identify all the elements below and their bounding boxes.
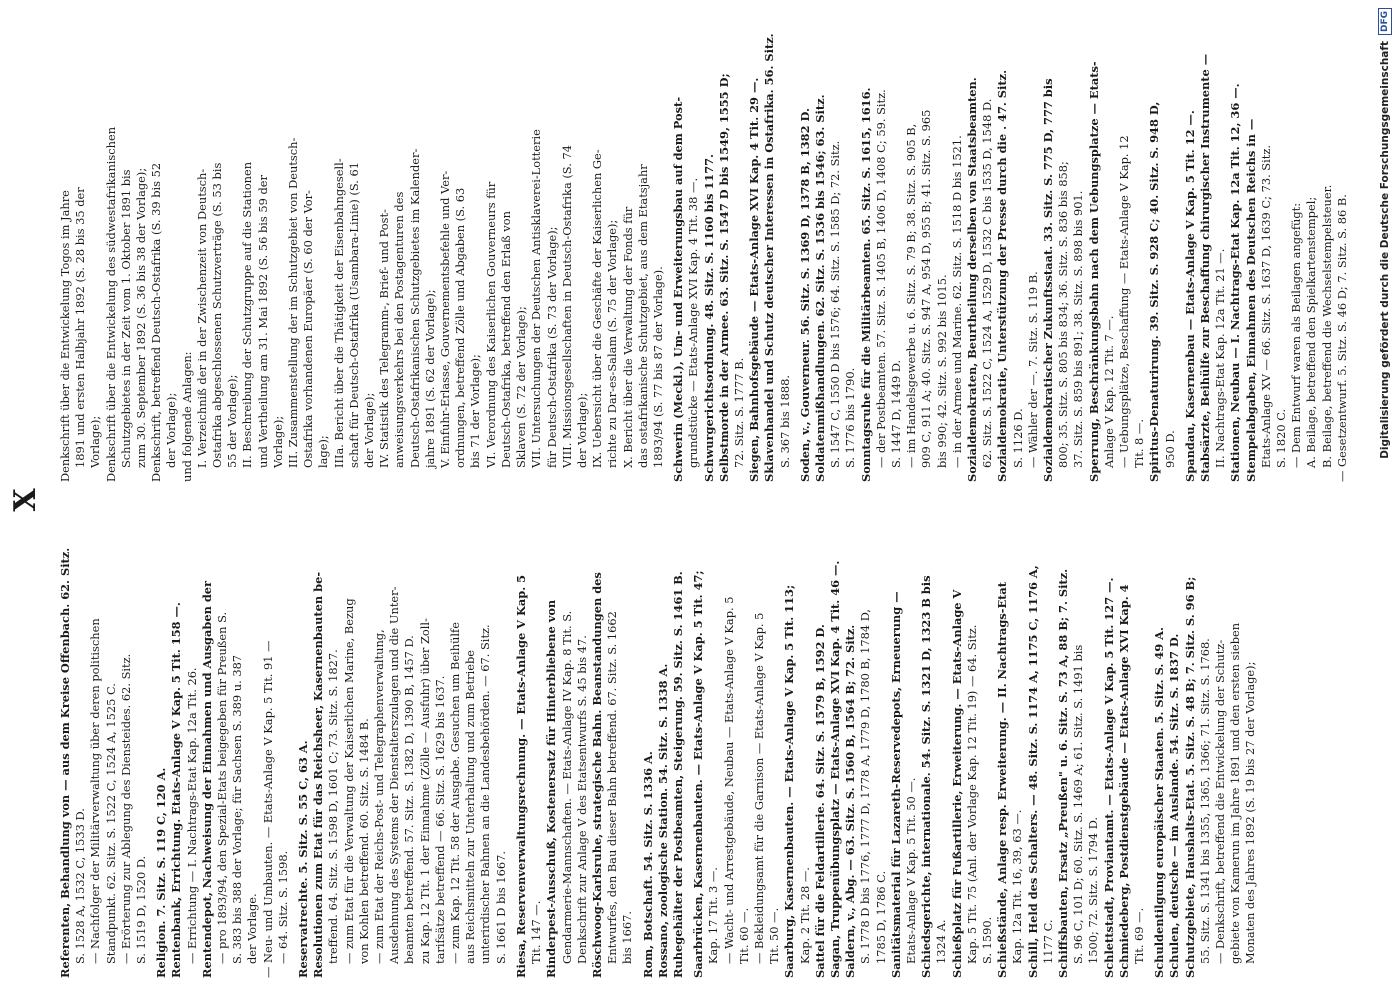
- index-entry-line: — Bekleidungsamt für die Garnison — Etats-Anlage V Kap. 5: [751, 612, 766, 964]
- index-entry-line: S. 1126 D.: [1010, 408, 1025, 468]
- index-entry-line: Ruhegehälter der Postbeamten, Steigerung. 59. Sitz. S. 1461 B.: [670, 571, 685, 978]
- index-entry-line: — Uebungsplätze, Beschaffung — Etats-Anlage V Kap. 12: [1117, 135, 1132, 468]
- index-entry-line: Schwerin (Meckl.), Um- und Erweiterungsbau auf dem Post-: [671, 96, 686, 482]
- index-entry-line: Etats-Anlage V Kap. 5 Tit. 50 —.: [903, 777, 918, 964]
- index-entry-line: — Gesetzentwurf. 5. Sitz. S. 46 D; 7. Sitz. S. 86 B.: [1334, 194, 1349, 482]
- index-entry-line: — Neu- und Umbauten. — Etats-Anlage V Kap. 5 Tit. 91 —: [260, 640, 275, 978]
- index-entry-line: Sanitätsmaterial für Lazareth-Reservedepots, Erneuerung —: [888, 591, 903, 978]
- index-entry-line: Schlettstadt, Proviantamt. — Etats-Anlage V Kap. 5 Tit. 127 —.: [1101, 577, 1116, 978]
- index-entry-line: 55. Sitz. S. 1341 bis 1355, 1365, 1366; 71. Sitz. S. 1768.: [1197, 638, 1212, 964]
- index-entry-line: Stempelabgaben, Einnahmen des Deutschen Reichs in —: [1243, 118, 1258, 482]
- index-entry-line: I. Verzeichniß der in der Zwischenzeit von Deutsch-: [194, 168, 209, 468]
- index-entry-line: 1324 A.: [934, 919, 949, 964]
- index-entry-line: richte zu Dar-es-Salam (S. 75 der Vorlage);: [605, 219, 620, 468]
- index-entry-line: lage);: [316, 435, 331, 468]
- index-entry-line: bis 71 der Vorlage);: [468, 354, 483, 468]
- index-entry-line: Sagan, Truppenübungsplatz — Etats-Anlage XVI Kap. 4 Tit. 46 —.: [827, 560, 842, 978]
- index-entry-line: Kap. 12a Tit. 16, 39, 63 —.: [1010, 809, 1025, 964]
- index-entry-line: das ostafrikanische Schutzgebiet, aus dem Etatsjahr: [635, 164, 650, 468]
- index-entry-line: Vorlage);: [270, 415, 285, 468]
- index-entry-line: Sozialdemokratischer Zukunftsstaat. 33. Sitz. S. 775 D, 777 bis: [1041, 78, 1055, 482]
- index-entry-line: der Vorlage);: [362, 392, 377, 468]
- index-entry-line: von Kohlen betreffend. 60. Sitz. S. 1484 B.: [356, 718, 371, 964]
- index-entry-line: A. Beilage, betreffend den Spielkartenstempel;: [1304, 196, 1319, 468]
- index-entry-line: Sozialdemokratie, Unterstützung der Presse durch die . 47. Sitz.: [995, 69, 1010, 482]
- index-entry-line: zum 30. September 1892 (S. 36 bis 38 der Vorlage);: [134, 167, 149, 468]
- index-entry-line: Denkschrift über die Entwickelung des südwestafrikanischen: [103, 126, 118, 482]
- index-entry-line: Rentendepot, Nachweisung der Einnahmen und Ausgaben der: [199, 580, 214, 978]
- index-entry-line: Tit. 60 —.: [736, 907, 751, 964]
- index-entry-line: Rinderpest-Ausschuß, Kostenersatz für Hinterbliebene von: [544, 599, 559, 978]
- index-entry-line: 1891 und ersten Halbjahr 1892 (S. 28 bis 35 der: [73, 187, 88, 468]
- index-entry-line: S. 1778 D bis 1776, 1777 D, 1778 A, 1779 D, 1780 B, 1784 D,: [858, 608, 873, 964]
- index-entry-line: — der Postbeamten. 57. Sitz. S. 1405 B, 1406 D, 1408 C; 59. Sitz.: [873, 89, 888, 468]
- index-entry-line: — im Handelsgewerbe u. 6. Sitz. S. 79 B; 38. Sitz. S. 905 B,: [904, 123, 919, 468]
- index-entry-line: Sattel für die Feldartillerie. 64. Sitz. S. 1579 B, 1592 D.: [812, 624, 827, 978]
- index-entry-line: tarifsätze betreffend — 66. Sitz. S. 1629 bis 1637.: [432, 675, 447, 964]
- index-entry-line: S. 383 bis 388 der Vorlage; für Sachsen S. 389 u. 387: [230, 654, 245, 964]
- digitization-stamp: [1375, 0, 1395, 1000]
- index-entry-line: Spandau, Kasernenbau — Etats-Anlage V Kap. 5 Tit. 12 —.: [1182, 110, 1197, 482]
- index-column-right: [58, 17, 1349, 482]
- index-entry-line: 950 D.: [1162, 430, 1177, 468]
- index-entry-line: Sklaven (S. 72 der Vorlage);: [514, 306, 529, 468]
- index-entry-line: Monaten des Jahres 1892 (S. 19 bis 27 der Vorlage);: [1243, 661, 1258, 964]
- index-entry-line: Schulen, deutsche — im Auslande. 54. Sitz. S. 1837 D.: [1167, 633, 1182, 978]
- index-entry-line: Sozialdemokraten, Beurtheilung derselben von Staatsbeamten.: [964, 77, 979, 482]
- index-entry-line: Sklavenhandel und Schutz deutscher Interessen in Ostafrika. 56. Sitz.: [762, 33, 777, 482]
- index-entry-line: Rom, Botschaft. 54. Sitz. S. 1336 A.: [640, 751, 655, 978]
- index-entry-line: Schuldentilgung europäischer Staaten. 5. Sitz. S. 49 A.: [1152, 627, 1167, 978]
- index-entry-line: Saarbrücken, Kasernenbauten. — Etats-Anlage V Kap. 5 Tit. 47;: [691, 570, 706, 978]
- index-entry-line: unterirdischer Bahnen an die Landesbehörden. — 67. Sitz.: [478, 624, 493, 964]
- index-entry-line: Siegen, Bahnhofsgebäude — Etats-Anlage XVI Kap. 4 Tit. 29 —.: [747, 77, 762, 482]
- index-entry-line: — Wähler der —. 7. Sitz. S. 119 B.: [1025, 271, 1040, 468]
- index-entry-line: Saldern, v., Abg. — 63. Sitz. S. 1560 B, 1564 B; 72. Sitz.: [843, 624, 858, 978]
- index-entry-line: VII. Untersuchungen der Deutschen Antisklaverei-Lotterie: [529, 129, 544, 468]
- index-entry-line: Resolutionen zum Etat für das Reichsheer, Kasernenbauten be-: [311, 571, 326, 978]
- index-entry-line: Religion. 7. Sitz. S. 119 C, 120 A.: [154, 767, 169, 978]
- index-entry-line: Saarburg, Kasernenbauten. — Etats-Anlage V Kap. 5 Tit. 113;: [782, 584, 797, 978]
- index-entry-line: jahre 1891 (S. 62 der Vorlage);: [422, 289, 437, 468]
- index-entry-line: aus Reichsmitteln zur Unterhaltung und zum Betriebe: [463, 650, 478, 964]
- index-entry-line: ordnungen, betreffend Zölle und Abgaben (S. 63: [453, 187, 468, 468]
- index-entry-line: 72. Sitz. S. 1777 B.: [731, 357, 746, 468]
- index-entry-line: Referenten, Behandlung von — aus dem Kreise Offenbach. 62. Sitz.: [58, 547, 72, 978]
- index-entry-line: IX. Uebersicht über die Geschäfte der Kaiserlichen Ge-: [590, 149, 605, 468]
- index-entry-line: zu Kap. 12 Tit. 1 der Einnahme (Zölle — Ausfuhr) über Zoll-: [417, 618, 432, 964]
- index-entry-line: 1500; 72. Sitz. S. 1794 D.: [1086, 816, 1101, 964]
- index-entry-line: und folgende Anlagen:: [179, 351, 194, 482]
- index-entry-line: grundstücke — Etats-Anlage XVI Kap. 4 Tit. 38 —.: [686, 177, 701, 468]
- index-entry-line: IIIa. Bericht über die Thätigkeit der Eisenbahngesell-: [331, 158, 346, 468]
- index-entry-line: für Deutsch-Ostafrika (S. 73 der Vorlage);: [544, 226, 559, 468]
- index-entry-line: VI. Verordnung des Kaiserlichen Gouverneurs für: [483, 181, 498, 468]
- index-column-left: [58, 513, 1323, 978]
- index-entry-line: X. Bericht über die Verwaltung der Fonds für: [620, 206, 635, 468]
- index-entry-line: Schiedsgerichte, internationale. 54. Sitz. S. 1321 D, 1323 B bis: [919, 575, 934, 978]
- index-entry-line: Tit. 50 —.: [767, 907, 782, 964]
- index-entry-line: treffend. 64. Sitz. S. 1598 D, 1601 C; 73. Sitz. S. 1827.: [326, 649, 341, 964]
- index-entry-line: Schill, Held des Schalters. — 48. Sitz. S. 1174 A, 1175 C, 1176 A,: [1025, 565, 1040, 978]
- index-entry-line: bis 1667.: [620, 910, 635, 964]
- index-entry-line: Schießstände, Anlage resp. Erweiterung. — II. Nachtrags-Etat: [995, 581, 1010, 978]
- index-entry-line: Stabsärzte, Beihülfe zur Beschaffung chirurgischer Instrumente —: [1198, 53, 1213, 482]
- index-entry-line: 1785 D, 1786 C.: [873, 870, 888, 964]
- index-entry-line: S. 1820 C.: [1274, 408, 1289, 468]
- index-entry-line: Stationen, Neubau — I. Nachtrags-Etat Kap. 12a Tit. 12, 36 —.: [1228, 83, 1243, 482]
- index-entry-line: Anlage V Kap. 12 Tit. 7 —.: [1101, 315, 1116, 468]
- index-entry-line: Etats-Anlage XV — 66. Sitz. S. 1637 D, 1639 C; 73. Sitz.: [1258, 145, 1273, 468]
- index-entry-line: S. 1547 C, 1550 D bis 1576; 64. Sitz. S. 1585 D; 72. Sitz.: [828, 140, 843, 468]
- index-entry-line: Rentenbank, Errichtung. Etats-Anlage V Kap. 5 Tit. 158 —.: [169, 602, 184, 978]
- index-entry-line: Kap. 17 Tit. 3 —.: [706, 867, 721, 964]
- index-entry-line: Deutsch-Ostafrika, betreffend den Erlaß von: [498, 211, 513, 468]
- index-entry-line: — pro 1893/94, den Spezial-Etats beigegeben für Preußen S.: [215, 611, 230, 964]
- index-entry-line: der Vorlage);: [164, 392, 179, 468]
- index-entry-line: Denkschrift über die Entwickelung Togos im Jahre: [58, 190, 72, 482]
- index-entry-line: — Errichtung — I. Nachtrags-Etat Kap. 12a Tit. 26.: [184, 667, 199, 964]
- index-entry-line: Riesa, Reservenverwaltungsrechnung. — Etats-Anlage V Kap. 5: [513, 574, 528, 978]
- index-entry-line: S. 1590.: [979, 916, 994, 964]
- index-entry-line: Spiritus-Denaturirung. 39. Sitz. S. 928 C; 40. Sitz. S. 948 D,: [1147, 101, 1162, 482]
- index-entry-line: S. 367 bis 1888.: [777, 374, 792, 468]
- index-entry-line: Sonntagsruhe für die Militärbeamten. 65. Sitz. S. 1615, 1616.: [858, 87, 873, 482]
- index-entry-line: Ostafrika abgeschlossenen Schutzverträge (S. 53 bis: [210, 162, 225, 468]
- index-entry-line: 37. Sitz. S. 859 bis 891; 38. Sitz. S. 898 bis 901.: [1071, 190, 1086, 468]
- index-entry-line: IV. Statistik des Telegramm-, Brief- und Post-: [377, 209, 392, 468]
- index-entry-line: Soldatenmißhandlungen. 62. Sitz. S. 1536 bis 1546; 63. Sitz.: [812, 94, 827, 482]
- index-entry-line: — Erörterung zur Ablegung des Diensteides. 62. Sitz.: [118, 653, 133, 964]
- index-entry-line: Deutsch-Ostafrikanischen Schutzgebietes im Kalender-: [407, 148, 422, 468]
- index-entry-line: Entwurfes, den Bau dieser Bahn betreffend. 67. Sitz. S. 1662: [605, 611, 620, 964]
- index-entry-line: der Vorlage);: [574, 392, 589, 468]
- index-entry-line: 1177 C.: [1040, 919, 1055, 964]
- index-entry-line: Reservatrechte. 5. Sitz. S. 55 C, 63 A.: [296, 740, 311, 978]
- index-entry-line: Denkschrift, betreffend Deutsch-Ostafrika (S. 39 bis 52: [149, 162, 164, 482]
- index-entry-line: Denkschrift zur Anlage V des Etatsentwurfs S. 45 bis 47.: [574, 635, 589, 964]
- index-entry-line: V. Einfuhr-Erlasse, Gouvernementsbefehle und Ver-: [438, 170, 453, 468]
- index-entry-line: III. Zusammenstellung der im Schutzgebiet von Deutsch-: [286, 137, 301, 468]
- index-entry-line: Röschwoog-Karlsruhe, strategische Bahn. Beanstandungen des: [589, 572, 604, 978]
- index-entry-line: Vorlage);: [88, 415, 103, 468]
- index-entry-line: Sperrung, Beschränkungsbahn nach dem Uebungsplatze — Etats-: [1086, 61, 1101, 482]
- index-entry-line: S. 96 C, 101 D; 60. Sitz. S. 1469 A; 61. Sitz. S. 1491 bis: [1071, 644, 1086, 964]
- index-entry-line: Tit. 69 —.: [1132, 907, 1147, 964]
- digitization-credit: Digitalisierung gefördert durch die Deutsche Forschungsgemeinschaft: [1379, 41, 1391, 459]
- index-entry-line: II. Nachtrags-Etat Kap. 12a Tit. 21 —.: [1213, 248, 1228, 468]
- index-entry-line: Schmiedeberg, Postdienstgebäude — Etats-Anlage XVI Kap. 4: [1116, 584, 1131, 978]
- index-entry-line: S. 1661 D bis 1667.: [493, 850, 508, 964]
- index-entry-line: 909 C, 911 A; 40. Sitz. S. 947 A, 954 D, 955 B; 41. Sitz. S. 965: [919, 109, 934, 468]
- index-entry-line: VIII. Missionsgesellschaften in Deutsch-Ostafrika (S. 74: [559, 145, 574, 468]
- index-entry-line: Ausdehnung des Systems der Dienstalterszulagen und die Unter-: [387, 586, 402, 964]
- index-entry-line: Tit. 147 —.: [529, 900, 544, 964]
- index-entry-line: Kap. 2 Tit. 28 —.: [797, 867, 812, 964]
- index-entry-line: — Denkschrift, betreffend die Entwickelung der Schutz-: [1213, 639, 1228, 964]
- index-entry-line: — Wacht- und Arrestgebäude, Neubau — Etats-Anlage V Kap. 5: [721, 596, 736, 964]
- index-entry-line: Rossano, zoologische Station. 54. Sitz. S. 1338 A.: [655, 663, 670, 978]
- index-entry-line: Schießplatz für Fußartillerie, Erweiterung. — Etats-Anlage V: [949, 589, 964, 978]
- index-entry-line: Schutzgebiete, Haushalts-Etat. 5. Sitz. S. 48 B; 7. Sitz. S. 96 B;: [1182, 576, 1197, 978]
- index-entry-line: — zum Etat der Reichs-Post- und Telegraphenverwaltung,: [372, 629, 387, 964]
- index-entry-line: Kap. 5 Tit. 75 (Anl. der Vorlage Kap. 12 Tit. 19) — 64. Sitz.: [964, 624, 979, 964]
- index-entry-line: S. 1528 A, 1532 C, 1533 D.: [73, 808, 88, 964]
- index-entry-line: 1893/94 (S. 77 bis 87 der Vorlage).: [650, 266, 665, 468]
- index-entry-line: anweisungsverkehrs bei den Postagenturen des: [392, 191, 407, 468]
- index-entry-line: beamten betreffend. 57. Sitz. S. 1382 D, 1390 B, 1457 D.: [402, 635, 417, 964]
- index-entry-line: 62. Sitz. S. 1522 C, 1524 A, 1529 D, 1532 C bis 1535 D, 1548 D.: [980, 98, 995, 468]
- index-entry-line: und Vertheilung am 31. Mai 1892 (S. 56 bis 59 der: [255, 175, 270, 468]
- index-entry-line: — Nachfolger der Militärverwaltung über deren politischen: [88, 618, 103, 964]
- index-entry-line: bis 990; 42. Sitz. S. 992 bis 1015.: [934, 274, 949, 468]
- index-entry-line: Gendarmerie-Mannschaften. — Etats-Anlage IV Kap. 8 Tit. S.: [559, 610, 574, 964]
- index-entry-line: — 64. Sitz. S. 1598.: [275, 850, 290, 964]
- index-entry-line: Schwurgerichtsordnung. 48. Sitz. S. 1160 bis 1177.: [701, 153, 716, 482]
- index-entry-line: Schiffsbauten, Ersatz „Preußen" u. 6. Sitz. S. 73 A, 88 B; 7. Sitz.: [1056, 568, 1070, 978]
- index-entry-line: Selbstmorde in der Armee. 63. Sitz. S. 1547 D bis 1549, 1555 D;: [716, 73, 731, 482]
- index-entry-line: S. 1776 bis 1790.: [843, 367, 858, 468]
- index-entry-line: — zum Etat für die Verwaltung der Kaiserlichen Marine, Bezug: [341, 598, 356, 964]
- index-entry-line: Tit. 8 —.: [1132, 419, 1147, 468]
- index-entry-line: Ostafrika vorhandenen Europäer (S. 60 der Vor-: [301, 190, 316, 468]
- index-entry-line: — zum Kap. 12 Tit. 58 der Ausgabe. Gesuchen um Beihülfe: [448, 622, 463, 964]
- index-entry-line: B. Beilage, betreffend die Wechselstempelsteuer.: [1319, 184, 1334, 468]
- index-entry-line: S. 1447 D, 1449 D.: [888, 359, 903, 468]
- index-entry-line: II. Beschreibung der Schutzgruppe auf die Stationen: [240, 161, 255, 468]
- page-letter: X: [8, 488, 43, 512]
- index-entry-line: — in der Armee und Marine. 62. Sitz. S. 1518 D bis 1521.: [949, 135, 964, 468]
- index-entry-line: gebiete von Kamerun im Jahre 1891 und den ersten sieben: [1228, 622, 1243, 964]
- index-entry-line: — Dem Entwurf waren als Beilagen angefügt:: [1289, 202, 1304, 468]
- index-entry-line: Standpunkt. 62. Sitz. S. 1522 C, 1524 A, 1525 C.: [103, 683, 118, 964]
- index-entry-line: der Vorlage.: [245, 893, 260, 964]
- index-entry-line: S. 1519 D, 1520 D.: [134, 855, 149, 964]
- index-entry-line: 800; 35. Sitz. S. 805 bis 834; 36. Sitz. S. 836 bis 858;: [1056, 161, 1071, 468]
- index-entry-line: schaft für Deutsch-Ostafrika (Usambara-Linie) (S. 61: [346, 162, 361, 468]
- dfg-logo: DFG: [1378, 8, 1392, 35]
- index-entry-line: Schutzgebietes in der Zeit vom 1. Oktober 1891 bis: [118, 169, 133, 468]
- index-entry-line: Soden, v., Gouverneur. 56. Sitz. S. 1369 D, 1378 B, 1382 D.: [797, 108, 812, 482]
- index-entry-line: 55 der Vorlage);: [225, 374, 240, 468]
